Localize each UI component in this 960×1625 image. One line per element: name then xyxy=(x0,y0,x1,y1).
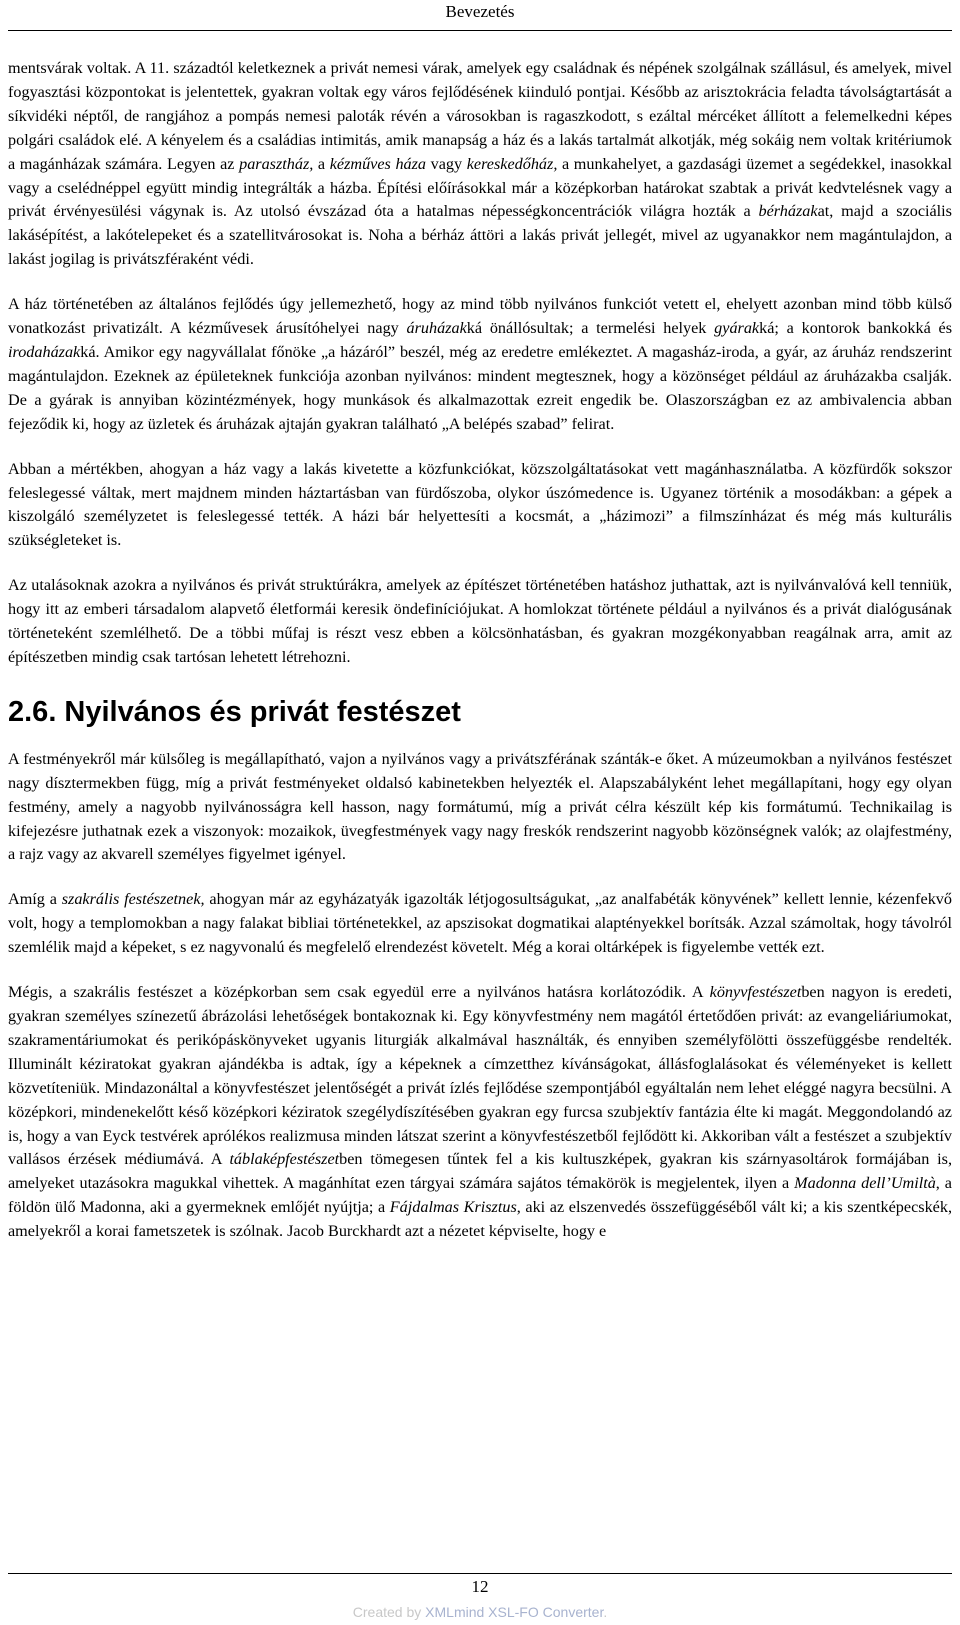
footer-divider xyxy=(8,1573,952,1574)
paragraph xyxy=(8,458,952,554)
paragraph-group-top xyxy=(8,57,952,670)
converter-brand-link[interactable]: XMLmind XSL-FO Converter xyxy=(425,1604,604,1620)
text-run: ben tömegesen tűntek fel a kis kultuszképek, gyakran kis szárnyasoltárok formájában is, amelyeket utazásokra magukkal vihettek. A magánhítat ezen tárgyai számára sajátos témakörök is megjelentek, ilyen a xyxy=(8,1150,952,1193)
italic-run: bérházak xyxy=(758,202,818,221)
page-number: 12 xyxy=(471,1577,489,1596)
paragraph xyxy=(8,888,952,960)
text-run: ká önállósultak; a termelési helyek xyxy=(466,319,715,338)
running-header-title: Bevezetés xyxy=(445,2,515,21)
text-run: mentsvárak voltak. A 11. századtól keletkeznek a privát nemesi várak, amelyek egy családnak és népének szolgálnak szállásul, és amelyek, mivel fogyasztási központokat is jelentettek, gyakran voltak egy város fejlődésének kiinduló pontjai. Később az arisztokrácia feladta távolságtartását a síkvidéki néptől, de rangjához a pompás nemesi paloták révén a városokban is ragaszkodott, s ezáltal mércéket állított a felemelkedni képes polgári családok elé. A kényelem és a családias intimitás, amik manapság a ház és a lakás tartalmát alkotják, még sokáig nem voltak kritériumok a magánházak számára. Legyen az xyxy=(8,59,952,173)
running-header xyxy=(0,0,960,26)
text-run: ben nagyon is eredeti, gyakran személyes színezetű ábrázolási lehetőségek bontakoznak ki. Egy könyvfestmény nem magától értetődően privát: az evangeliáriumokat, szakramentáriumokat és perikópáskönyveket ugyanis liturgiák alkalmával használták, és ennyiben személyfölötti összefüggésbe rendelték. Illuminált kéziratokat gyakran ajándékba is adtak, így a képeknek a címzetthez kívánságokat, állásfoglalásokat és véleményeket is kellett közvetíteniük. Mindazonáltal a könyvfestészet jelentőségét a privát ízlés fejlődése szempontjából egyáltalán nem lehet eléggé nagyra becsülni. A középkori, mindenekelőtt késő középkori kéziratok szegélydíszítésében gyakran egy furcsa szubjektív fantázia élte ki magát. Meggondolandó az is, hogy a van Eyck testvérek aprólékos realizmusa minden látszat szerint a könyvfestészetből fejlődött ki. Akkoriban vált a festészet a szubjektív vallásos érzések médiumává. A xyxy=(8,983,952,1169)
italic-run: szakrális festészetnek, xyxy=(61,890,205,909)
italic-run: Madonna dell’Umiltà xyxy=(794,1174,936,1193)
text-run: Mégis, a szakrális festészet a középkorban sem csak egyedül erre a nyilvános hatásra korlátozódik. A xyxy=(8,983,710,1002)
text-run: , aki az elszenvedés összefüggéséből vált ki; a kis szentképecskék, amelyekről a korai fametszetek is szólnak. Jacob Burckhardt azt a nézetet képviselte, hogy e xyxy=(8,1198,952,1241)
paragraph xyxy=(8,293,952,436)
text-run: Abban a mértékben, ahogyan a ház vagy a lakás kivetette a közfunkciókat, közszolgáltatásokat vett magánhasználatba. A közfürdők sokszor feleslegessé váltak, mert majdnem minden háztartásban van fürdőszoba, olykor úszómedence is. Ugyanez történik a mosodákban: a gépek a kiszolgáló személyzetet is feleslegessé tették. A házi bár helyettesíti a kocsmát, a „házimozi” a filmszínházat és még más kulturális szükségleteket is. xyxy=(8,459,952,550)
document-body xyxy=(8,57,952,1265)
section-heading: 2.6. Nyilvános és privát festészet xyxy=(8,695,461,728)
paragraph xyxy=(8,981,952,1244)
italic-run: kereskedőház, xyxy=(466,154,558,173)
converter-suffix: . xyxy=(603,1604,608,1620)
text-run: A ház történetében az általános fejlődés úgy jellemezhető, hogy az mind több nyilvános funkciót vetett el, ehelyett azonban mind több külső vonatkozást privatizált. A kézművesek árusítóhelyei nagy xyxy=(8,295,952,338)
italic-run: áruházak xyxy=(406,319,467,338)
paragraph xyxy=(8,57,952,272)
header-divider xyxy=(8,30,952,31)
italic-run: Fájdalmas Krisztus xyxy=(389,1198,517,1217)
text-run: ká; a kontorok bankokká és xyxy=(759,319,952,338)
italic-run: táblaképfestészet xyxy=(229,1150,340,1169)
text-run: ká. Amikor egy nagyvállalat főnöke „a házáról” beszél, még az eredetre emlékeztet. A magasház-iroda, a gyár, az áruház rendszerint magántulajdon. Ezeknek az épületeknek funkciója azonban nyilvános: mindent megtesznek, hogy a közönséget például az áruházakba csalják. De a gyárak is annyiban közintézmények, hogy munkások és alkalmazottak ezreit engedik be. Olaszországban ez az ambivalencia abban fejeződik ki, hogy az üzletek és áruházak ajtaján gyakran található „A belépés szabad” felirat. xyxy=(8,342,952,433)
italic-run: irodaházak xyxy=(8,342,81,361)
converter-credit[interactable] xyxy=(0,1602,960,1622)
paragraph-group-bottom xyxy=(8,748,952,1244)
italic-run: gyárak xyxy=(714,319,760,338)
italic-run: kézműves háza xyxy=(329,154,427,173)
text-run: at, majd a szociális lakásépítést, a lakótelepeket és a szatellitvárosokat is. Noha a bérház áttöri a lakás privát jellegét, mivel az ugyanakkor nem magántulajdon, a lakást jogilag is privátszféraként védi. xyxy=(8,202,952,269)
text-run: Az utalásoknak azokra a nyilvános és privát struktúrákra, amelyek az építészet történetében hatáshoz juthattak, azt is nyilvánvalóvá kell tenniük, hogy itt az emberi társadalom alapvető életformái keresik öndefiníciójukat. A homlokzat története például a nyilvános és a privát dialógusának történeteként szemlélhető. De a többi műfaj is részt vesz ebben a kölcsönhatásban, és gyakran mozgékonyabban reagálnak arra, amit az építészetben mindig csak tartósan lehetett létrehozni. xyxy=(8,576,952,666)
text-run: ahogyan már az egyházatyák igazolták létjogosultságukat, „az analfabéták könyvének” kellett lennie, kézenfekvő volt, hogy a templomokban a nagy falakat bibliai történetekkel, az apszisokat dogmatikai alaptényekkel borítsák. Azzal számoltak, hogy távolról szemlélik majd a képeket, s ez nagyvonalú és megfelelő elrendezést követelt. Még a korai oltárképek is figyelembe vették ezt. xyxy=(8,890,952,957)
italic-run: parasztház, xyxy=(239,154,314,173)
paragraph xyxy=(8,748,952,868)
text-run: Amíg a xyxy=(8,890,62,909)
text-run: A festményekről már külsőleg is megállapítható, vajon a nyilvános vagy a privátszférának szánták-e őket. A múzeumokban a nyilvános festészet nagy dísztermekben függ, míg a privát festményeket oldalsó kabinetekben helyezték el. Alapszabályként lehet megállapítani, hogy egy olyan festmény, amely a nagyobb nyilvánosságra kell hasson, nagy formátumú, míg a privát célra készült kép kis formátumú. Technikailag is kifejezésre juthatnak ezek a viszonyok: mozaikok, üvegfestmények vagy nagy freskók rendszerint nagyobb közönségnek valók; az olajfestmény, a rajz vagy az akvarell személyes figyelmet igényel. xyxy=(8,749,952,864)
text-run: a munkahelyet, a gazdasági üzemet a segédekkel, inasokkal vagy a cselédnéppel együtt mindig integrálták a házba. Építési előírásokkal már a középkorban határokat szabtak a privát kedvtelésnek vagy a privát érvényesülési vágynak is. Az utolsó évszázad óta a hatalmas népességkoncentrációk világra hozták a xyxy=(8,154,952,221)
converter-prefix: Created by xyxy=(352,1604,426,1620)
paragraph xyxy=(8,574,952,670)
italic-run: könyvfestészet xyxy=(709,983,802,1002)
text-run: a xyxy=(313,154,330,173)
text-run: vagy xyxy=(426,154,467,173)
text-run: , a földön ülő Madonna, aki a gyermeknek emlőjét nyújtja; a xyxy=(8,1174,952,1217)
